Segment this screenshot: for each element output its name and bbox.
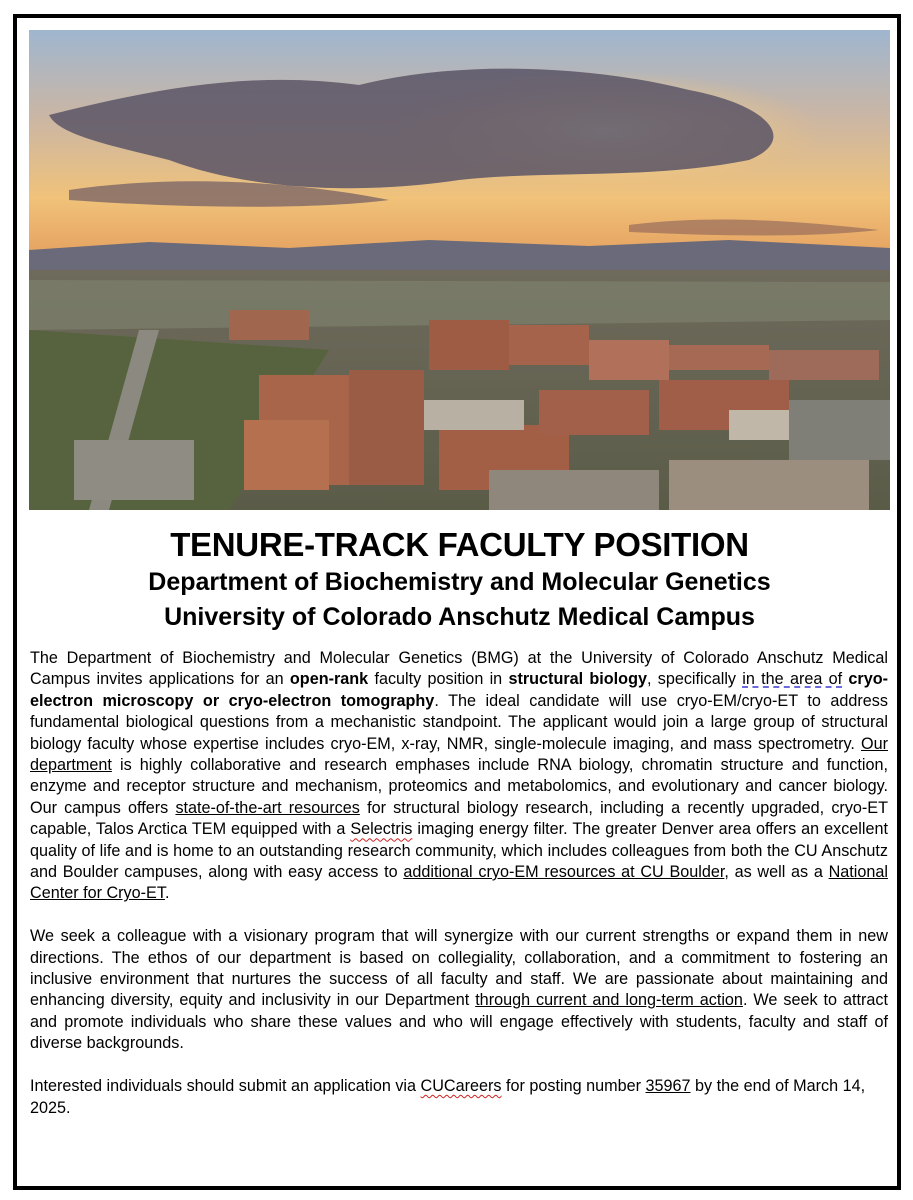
text: .	[66, 1098, 71, 1117]
dei-action-link[interactable]: through current and long-term action	[475, 991, 743, 1010]
cu-boulder-cryo-em-link[interactable]: additional cryo-EM resources at CU Boulder	[403, 863, 725, 882]
text: The Department of Biochemistry and Molecular Genetics (BMG) at the University of Colorado Anschutz Medical Campus invites applications for an	[30, 649, 888, 689]
posting-body	[30, 648, 888, 1119]
spellcheck-word: Selectris	[350, 820, 413, 839]
open-rank-emphasis: open-rank	[289, 670, 369, 689]
cucareers-link[interactable]: CUCareers	[420, 1077, 502, 1096]
resources-link[interactable]: state-of-the-art resources	[175, 798, 360, 817]
text: by the end of March 14, 2025	[30, 1077, 866, 1117]
paragraph-values	[30, 926, 888, 1054]
text: . The ideal candidate will use cryo-EM/cryo-ET to address fundamental biological questions from a mechanistic standpoint. The applicant would join a large group of structural biology faculty whose expertise includes cryo-EM, x-ray, NMR, single-molecule imaging, and mass spectrometry.	[30, 691, 888, 753]
our-department-link[interactable]: Our department	[30, 734, 888, 775]
campus-aerial-photo	[29, 30, 890, 510]
text: is highly collaborative and research emphases include RNA biology, chromatin structure and function, enzyme and receptor structure and mechanism, proteomics and metabolomics, and evolutionary and cancer biology. Our campus offers	[30, 756, 888, 817]
cryo-et-center-link[interactable]: National Center for Cryo-ET	[30, 863, 888, 903]
text: imaging energy filter. The greater Denver area offers an excellent quality of life and is home to an outstanding research community, which includes colleagues from both the CU Anschutz and Boulder campuses, along with easy access to	[30, 820, 888, 882]
structural-biology-emphasis: structural biology	[508, 670, 647, 689]
university-heading: University of Colorado Anschutz Medical Campus	[164, 603, 755, 631]
text: for posting number	[501, 1077, 646, 1096]
text: faculty position in	[368, 670, 509, 689]
cryo-em-emphasis: cryo-electron microscopy or cryo-electron tomography	[30, 670, 888, 710]
posting-number-link[interactable]: 35967	[645, 1077, 691, 1096]
text: Interested individuals should submit an application via	[30, 1077, 421, 1096]
paragraph-overview	[30, 648, 888, 905]
text: We seek a colleague with a visionary program that will synergize with our current strengths or expand them in new directions. The ethos of our department is based on collegiality, collaboration, and a commitment to fostering an inclusive environment that nurtures the success of all faculty and staff. We are passionate about maintaining and enhancing diversity, equity and inclusivity in our Department	[30, 927, 888, 1010]
paragraph-apply	[30, 1076, 888, 1119]
text: .	[164, 884, 170, 903]
department-heading: Department of Biochemistry and Molecular Genetics	[148, 568, 771, 596]
grammar-marked-text: in the area of	[742, 670, 843, 689]
text: , as well as a	[724, 863, 829, 882]
text: . We seek to attract and promote individuals who share these values and who will engage effectively with students, faculty and staff of diverse backgrounds.	[30, 991, 888, 1053]
page-title: TENURE-TRACK FACULTY POSITION	[170, 526, 749, 563]
text: for structural biology research, including a recently upgraded, cryo-ET capable, Talos Arctica TEM equipped with a	[30, 798, 888, 839]
text: , specifically	[646, 670, 743, 689]
